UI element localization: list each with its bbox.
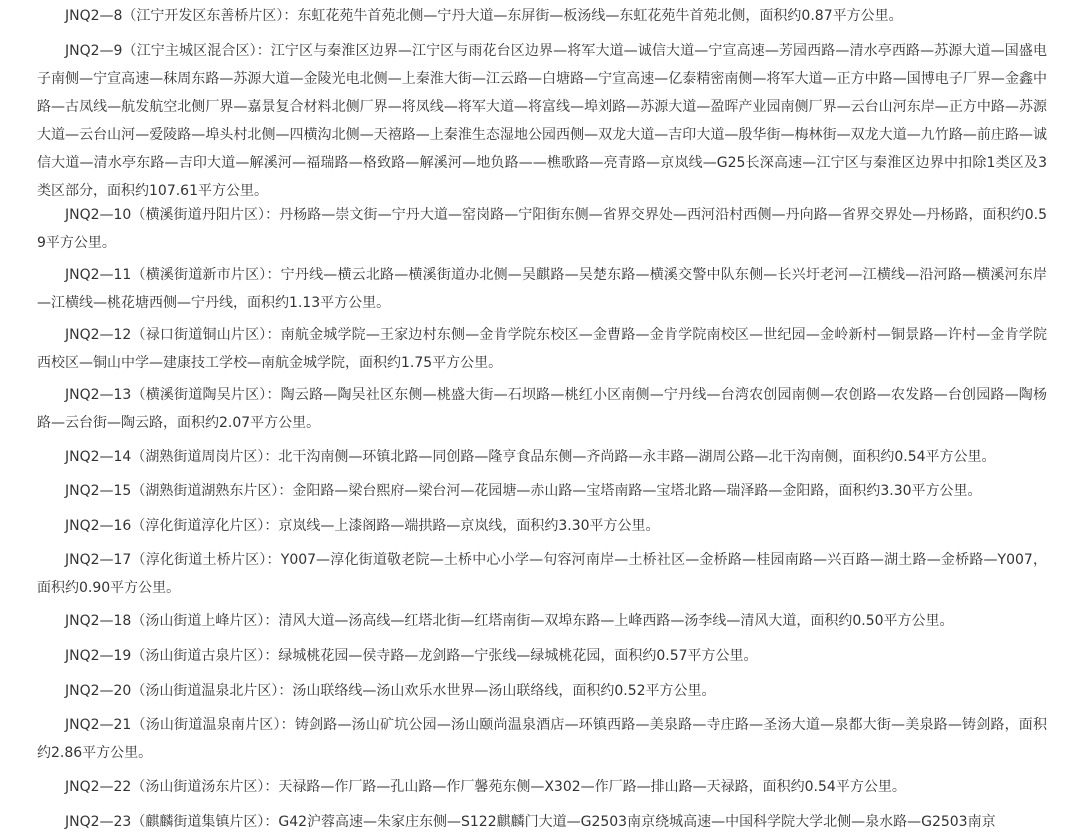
zone-paragraph-jnq2-23: JNQ2—23（麒麟街道集镇片区）：G42沪蓉高速—朱家庄东侧—S122麒麟门大道—G2503南京绕城高速—中国科学院大学北侧—泉水路—G2503南京 (65, 814, 996, 830)
zone-paragraph-jnq2-21: JNQ2—21（汤山街道温泉南片区）：铸剑路—汤山矿坑公园—汤山颐尚温泉酒店—环镇西路—美泉路—寺庄路—圣汤大道—泉都大街—美泉路—铸剑路，面积约2.86平方公里。 (37, 717, 1047, 761)
zone-paragraph-jnq2-10: JNQ2—10（横溪街道丹阳片区）：丹杨路—崇文街—宁丹大道—窑岗路—宁阳街东侧—省界交界处—西河沿村西侧—丹向路—省界交界处—丹杨路，面积约0.59平方公里。 (37, 207, 1047, 251)
zone-paragraph-jnq2-14: JNQ2—14（湖熟街道周岗片区）：北干沟南侧—环镇北路—同创路—隆亨食品东侧—齐尚路—永丰路—湖周公路—北干沟南侧，面积约0.54平方公里。 (65, 449, 996, 465)
zone-paragraph-jnq2-15: JNQ2—15（湖熟街道湖熟东片区）：金阳路—梁台熙府—梁台河—花园塘—赤山路—宝塔南路—宝塔北路—瑞泽路—金阳路，面积约3.30平方公里。 (65, 483, 982, 499)
zone-paragraph-jnq2-8: JNQ2—8（江宁开发区东善桥片区）：东虹花苑牛首苑北侧—宁丹大道—东屏街—板汤线—东虹花苑牛首苑北侧，面积约0.87平方公里。 (65, 8, 903, 24)
zone-paragraph-jnq2-19: JNQ2—19（汤山街道古泉片区）：绿城桃花园—侯寺路—龙剑路—宁张线—绿城桃花园，面积约0.57平方公里。 (65, 648, 758, 664)
zone-paragraph-jnq2-11: JNQ2—11（横溪街道新市片区）：宁丹线—横云北路—横溪街道办北侧—吴麒路—吴楚东路—横溪交警中队东侧—长兴圩老河—江横线—沿河路—横溪河东岸—江横线—桃花塘西侧—宁丹线，面积约1.13平方公里。 (37, 267, 1047, 311)
zone-paragraph-jnq2-17: JNQ2—17（淳化街道土桥片区）：Y007—淳化街道敬老院—土桥中心小学—句容河南岸—土桥社区—金桥路—桂园南路—兴百路—湖土路—金桥路—Y007，面积约0.90平方公里。 (37, 552, 1047, 596)
zone-paragraph-jnq2-18: JNQ2—18（汤山街道上峰片区）：清风大道—汤高线—红塔北街—红塔南街—双埠东路—上峰西路—汤李线—清风大道，面积约0.50平方公里。 (65, 613, 954, 629)
zone-paragraph-jnq2-20: JNQ2—20（汤山街道温泉北片区）：汤山联络线—汤山欢乐水世界—汤山联络线，面积约0.52平方公里。 (65, 683, 716, 699)
zone-paragraph-jnq2-22: JNQ2—22（汤山街道汤东片区）：天禄路—作厂路—孔山路—作厂馨苑东侧—X302—作厂路—排山路—天禄路，面积约0.54平方公里。 (65, 779, 906, 795)
zone-paragraph-jnq2-9: JNQ2—9（江宁主城区混合区）：江宁区与秦淮区边界—江宁区与雨花台区边界—将军大道—诚信大道—宁宣高速—芳园西路—清水亭西路—苏源大道—国盛电子南侧—宁宣高速—秣周东路—苏源大道—金陵光电北侧—上秦淮大街—江云路—白塘路—宁宣高速—亿泰精密南侧—将军大道—正方中路—国博电子厂界—金鑫中路—古凤线—航发航空北侧厂界—嘉景复合材料北侧厂界—将凤线—将军大道—将富线—埠刘路—苏源大道—盈晖产业园南侧厂界—云台山河东岸—正方中路—苏源大道—云台山河—爱陵路—埠头村北侧—四横沟北侧—天禧路—上秦淮生态湿地公园西侧—双龙大道—吉印大道—殷华街—梅林街—双龙大道—九竹路—前庄路—诚信大道—清水亭东路—吉印大道—解溪河—福瑞路—格致路—解溪河—地负路——樵歌路—亮青路—京岚线—G25长深高速—江宁区与秦淮区边界中扣除1类区及3类区部分，面积约107.61平方公里。 (37, 43, 1047, 199)
zone-paragraph-jnq2-16: JNQ2—16（淳化街道淳化片区）：京岚线—上漆阁路—端拱路—京岚线，面积约3.30平方公里。 (65, 518, 660, 534)
zone-paragraph-jnq2-12: JNQ2—12（禄口街道铜山片区）：南航金城学院—王家边村东侧—金肯学院东校区—金曹路—金肯学院南校区—世纪园—金岭新村—铜景路—许村—金肯学院西校区—铜山中学—建康技工学校—南航金城学院，面积约1.75平方公里。 (37, 327, 1047, 371)
zone-paragraph-jnq2-13: JNQ2—13（横溪街道陶吴片区）：陶云路—陶吴社区东侧—桃盛大街—石坝路—桃红小区南侧—宁丹线—台湾农创园南侧—农创路—农发路—台创园路—陶杨路—云台街—陶云路，面积约2.07平方公里。 (37, 387, 1047, 431)
